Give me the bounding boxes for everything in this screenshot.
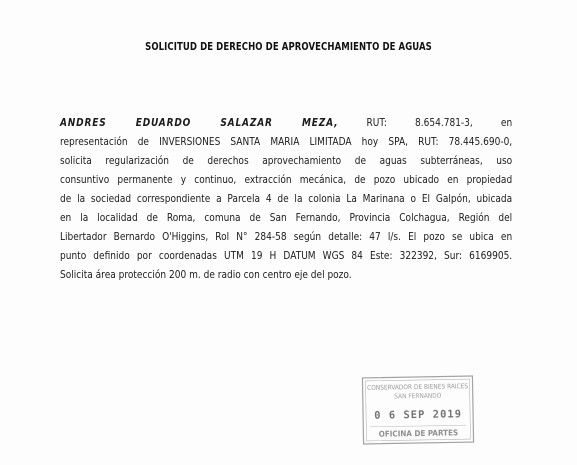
body-line-5: de la sociedad correspondiente a Parcela 4 de la colonia La Marinana o El Galpón, ubicada xyxy=(60,192,513,205)
applicant-name: ANDRES EDUARDO SALAZAR MEZA, xyxy=(60,116,339,129)
body-line-7: Libertador Bernardo O'Higgins, Rol N° 284-58 según detalle: 47 l/s. El pozo se ubica en xyxy=(60,230,513,243)
stamp-place: SAN FERNANDO xyxy=(394,391,442,401)
stamp-bottom-text: OFICINA DE PARTES xyxy=(378,428,459,439)
stamp-date: 0 6 SEP 2019 xyxy=(374,408,463,422)
body-line-9: Solicita área protección 200 m. de radio con centro eje del pozo. xyxy=(60,268,352,281)
reception-stamp xyxy=(361,375,474,445)
body-line-2: representación de INVERSIONES SANTA MARIA LIMITADA hoy SPA, RUT: 78.445.690-0, xyxy=(60,135,513,148)
body-line-6: en la localidad de Roma, comuna de San Fernando, Provincia Colchagua, Región del xyxy=(60,211,513,224)
body-line-1 xyxy=(60,113,512,132)
stamp-divider xyxy=(370,425,466,427)
body-line-8: punto definido por coordenadas UTM 19 H DATUM WGS 84 Este: 322392, Sur: 6169905. xyxy=(60,249,513,262)
request-body xyxy=(60,113,512,284)
body-line-1-rest: RUT: 8.654.781-3, en xyxy=(338,116,513,129)
body-line-3: solicita regularización de derechos aprovechamiento de aguas subterráneas, uso xyxy=(60,154,513,167)
document-title: SOLICITUD DE DERECHO DE APROVECHAMIENTO DE AGUAS xyxy=(145,40,432,53)
body-line-4: consuntivo permanente y continuo, extracción mecánica, de pozo ubicado en propiedad xyxy=(60,173,513,186)
stamp-top-text: CONSERVADOR DE BIENES RAICES xyxy=(367,382,469,392)
